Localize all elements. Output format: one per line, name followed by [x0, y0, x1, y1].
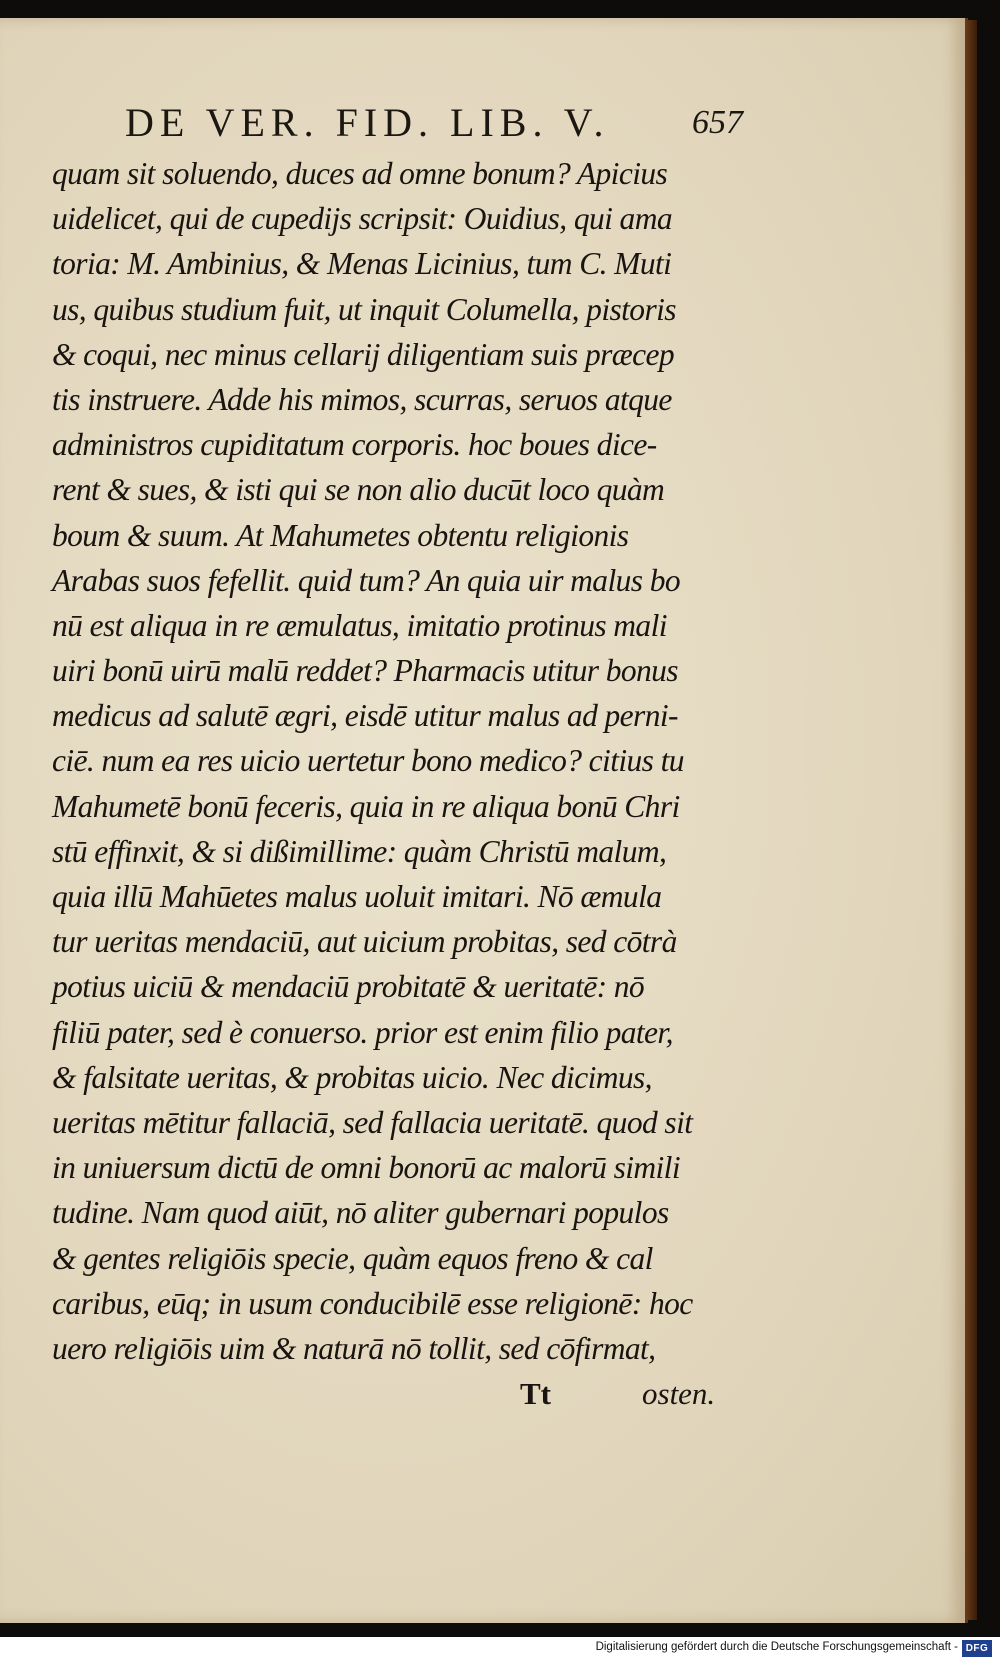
text-line: Arabas suos fefellit. quid tum? An quia uir malus bo [52, 562, 680, 598]
text-line: filiū pater, sed è conuerso. prior est enim filio pater, [52, 1014, 673, 1050]
text-line: tur ueritas mendaciū, aut uicium probitas, sed cōtrà [52, 924, 677, 960]
text-line: uiri bonū uirū malū reddet? Pharmacis utitur bonus [52, 653, 678, 689]
text-line: uero religiōis uim & naturā nō tollit, sed cōfirmat, [52, 1330, 656, 1366]
text-line: medicus ad salutē ægri, eisdē utitur malus ad perni- [52, 698, 678, 734]
text-line: ciē. num ea res uicio uertetur bono medico? citius tu [52, 743, 684, 779]
text-line: quam sit soluendo, duces ad omne bonum? Apicius [52, 156, 668, 191]
page-edge [965, 20, 977, 1620]
body-text [52, 151, 752, 1371]
digitization-footer [0, 1637, 1000, 1661]
text-line: potius uiciū & mendaciū probitatē & ueritatē: nō [52, 969, 645, 1005]
text-line: us, quibus studium fuit, ut inquit Columella, pistoris [52, 291, 676, 327]
text-line: rent & sues, & isti qui se non alio ducūt loco quàm [52, 472, 665, 508]
text-line: & gentes religiōis specie, quàm equos freno & cal [52, 1240, 653, 1276]
page-number: 657 [692, 104, 743, 141]
text-line: uidelicet, qui de cupedijs scripsit: Ouidius, qui ama [52, 201, 672, 237]
text-line: toria: M. Ambinius, & Menas Licinius, tum C. Muti [52, 246, 672, 282]
text-line: tudine. Nam quod aiūt, nō aliter gubernari populos [52, 1195, 669, 1231]
text-line: caribus, eūq; in usum conducibilē esse religionē: hoc [52, 1285, 693, 1321]
text-line: nū est aliqua in re æmulatus, imitatio protinus mali [52, 607, 667, 643]
running-head [125, 96, 765, 148]
text-line: quia illū Mahūetes malus uoluit imitari. Nō æmula [52, 879, 662, 914]
signature-mark: Tt [520, 1376, 551, 1411]
running-title: DE VER. FID. LIB. V. [125, 99, 610, 145]
dfg-logo: DFG [962, 1640, 992, 1657]
funding-notice: Digitalisierung gefördert durch die Deutsche Forschungsgemeinschaft - [595, 1641, 958, 1653]
text-line: ueritas mētitur fallaciā, sed fallacia ueritatē. quod sit [52, 1104, 693, 1140]
catchword: osten. [642, 1376, 716, 1411]
text-line: boum & suum. At Mahumetes obtentu religionis [52, 517, 629, 553]
footer-line [520, 1376, 750, 1420]
text-line: Mahumetē bonū feceris, quia in re aliqua bonū Chri [52, 788, 680, 824]
text-line: stū effinxit, & si dißimillime: quàm Christū malum, [52, 833, 667, 869]
text-line: administros cupiditatum corporis. hoc boues dice- [52, 427, 657, 463]
book-page [0, 18, 968, 1623]
text-line: & coqui, nec minus cellarij diligentiam suis præcep [52, 336, 675, 372]
text-line: & falsitate ueritas, & probitas uicio. Nec dicimus, [52, 1059, 652, 1095]
text-line: in uniuersum dictū de omni bonorū ac malorū simili [52, 1150, 680, 1186]
text-line: tis instruere. Adde his mimos, scurras, seruos atque [52, 381, 672, 417]
